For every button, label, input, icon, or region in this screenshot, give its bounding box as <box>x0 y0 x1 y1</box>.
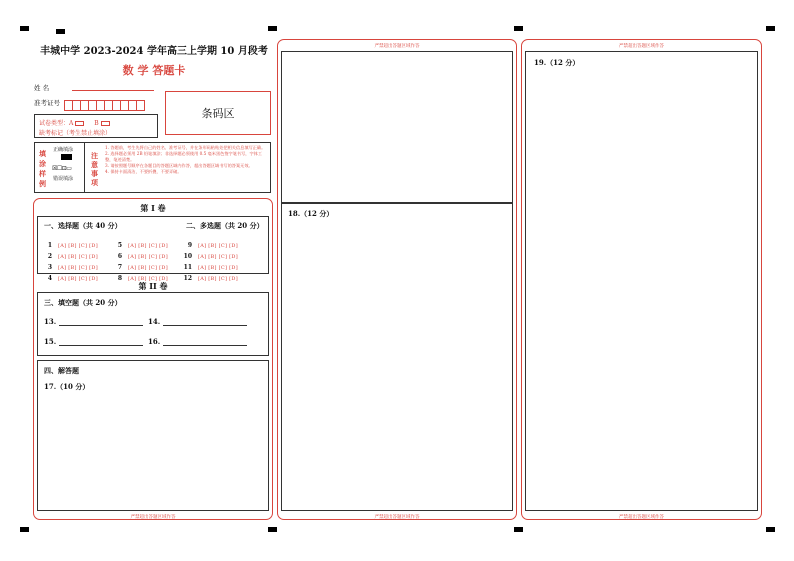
answer-row[interactable]: 10 [A] [B] [C] [D] <box>183 253 238 260</box>
registration-mark <box>268 26 277 31</box>
registration-mark <box>514 527 523 532</box>
notice-item: 2. 选择题必须用 2B 铅笔填涂；非选择题必须使用 0.5 毫米黑色签字笔书写，字体工整，笔迹清楚。 <box>105 151 263 162</box>
blank-15[interactable]: 15. <box>44 337 143 346</box>
answer-row[interactable]: 4 [A] [B] [C] [D] <box>47 275 98 282</box>
header-warning: 严禁超出答题区域作答 <box>374 44 420 49</box>
subject-title: 数 学 答题卡 <box>122 64 186 77</box>
answer-row[interactable]: 7 [A] [B] [C] [D] <box>117 264 168 271</box>
question-18-area[interactable] <box>281 203 513 511</box>
registration-mark <box>20 527 29 532</box>
exam-title: 丰城中学 2023-2024 学年高三上学期 10 月段考 <box>40 46 268 57</box>
fill-guide <box>34 142 85 193</box>
part2-title: 第 II 卷 <box>138 281 168 291</box>
answer-row[interactable]: 1 [A] [B] [C] [D] <box>47 242 98 249</box>
answer-row[interactable]: 9 [A] [B] [C] [D] <box>187 242 238 249</box>
notice-list <box>105 145 268 175</box>
question-19-area[interactable] <box>525 51 758 511</box>
choice-box <box>37 216 269 282</box>
absent-label: 缺考标记（考生禁止填涂） <box>39 130 112 137</box>
fill-guide-label: 填涂样例 <box>39 149 46 188</box>
paper-type-label: 试卷类型：A <box>39 120 74 127</box>
solve-title: 四、解答题 <box>44 366 79 375</box>
type-b-checkbox[interactable] <box>101 121 110 126</box>
blank-14[interactable]: 14. <box>148 317 247 326</box>
question-18-label: 18.（12 分） <box>288 209 334 218</box>
notice-label: 注意事项 <box>91 151 98 187</box>
answer-row[interactable]: 2 [A] [B] [C] [D] <box>47 253 98 260</box>
answer-row[interactable]: 6 [A] [B] [C] [D] <box>117 253 168 260</box>
footer-warning: 严禁超出答题区域作答 <box>619 515 664 520</box>
registration-mark <box>514 26 523 31</box>
barcode-label: 条码区 <box>201 107 235 120</box>
header-warning: 严禁超出答题区域作答 <box>619 44 664 49</box>
correct-fill-label: 正确填涂 <box>53 147 74 153</box>
registration-mark <box>20 26 29 31</box>
multi-title: 二、多选题（共 20 分） <box>186 221 264 230</box>
question-19-label: 19.（12 分） <box>534 58 580 67</box>
question-17-label: 17.（10 分） <box>44 382 90 391</box>
fill-blank-box <box>37 292 269 356</box>
type-a-checkbox[interactable] <box>75 121 84 126</box>
answer-row[interactable]: 3 [A] [B] [C] [D] <box>47 264 98 271</box>
question-16-continued-area[interactable] <box>281 51 513 203</box>
footer-warning: 严禁超出答题区域作答 <box>130 515 176 520</box>
registration-mark <box>766 26 775 31</box>
left-answer-panel <box>33 198 273 520</box>
answer-row[interactable]: 5 [A] [B] [C] [D] <box>117 242 168 249</box>
question-17-area[interactable] <box>37 360 269 511</box>
wrong-fill-label: 错误填涂 <box>53 176 74 182</box>
wrong-fill-samples: ☒☐⊡▭ <box>52 165 72 172</box>
registration-mark <box>56 29 65 34</box>
notice-box <box>85 142 271 193</box>
answer-row[interactable]: 8 [A] [B] [C] [D] <box>117 275 168 282</box>
middle-answer-panel <box>277 39 517 520</box>
id-label: 准考证号 <box>34 99 60 107</box>
answer-row[interactable]: 11 [A] [B] [C] [D] <box>183 264 238 271</box>
right-answer-panel <box>521 39 762 520</box>
registration-mark <box>268 527 277 532</box>
notice-item: 4. 保持卡面清洁，不要折叠，不要弄破。 <box>105 169 182 174</box>
type-b-label: B <box>94 120 99 127</box>
answer-row[interactable]: 12 [A] [B] [C] [D] <box>183 275 238 282</box>
footer-warning: 严禁超出答题区域作答 <box>374 515 420 520</box>
blank-16[interactable]: 16. <box>148 337 247 346</box>
name-field[interactable] <box>72 90 154 91</box>
fill-title: 三、填空题（共 20 分） <box>44 298 122 307</box>
choice-title: 一、选择题（共 40 分） <box>44 221 122 230</box>
blank-13[interactable]: 13. <box>44 317 143 326</box>
part1-title: 第 I 卷 <box>140 203 166 213</box>
id-field[interactable] <box>64 96 144 115</box>
barcode-area <box>165 91 271 135</box>
notice-item: 3. 请按照题号顺序在各题目的答题区域内作答，超出答题区域书写的答案无效。 <box>105 163 253 168</box>
paper-type-box <box>34 114 158 138</box>
name-label: 姓 名 <box>34 84 50 92</box>
correct-fill-sample <box>61 154 72 160</box>
registration-mark <box>766 527 775 532</box>
notice-item: 1. 答题前，考生先将自己的姓名、准考证号，并在条形码粘贴处把相关信息填写正确。 <box>105 145 266 150</box>
